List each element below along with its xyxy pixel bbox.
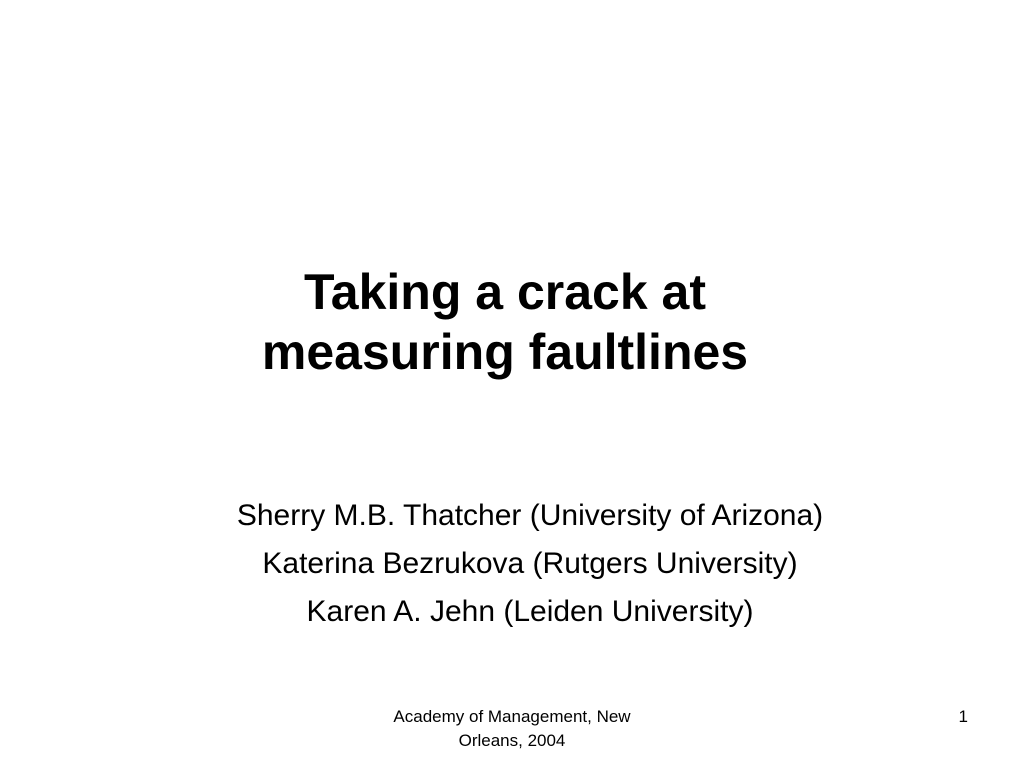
footer-line: Academy of Management, New bbox=[393, 707, 631, 726]
slide-title-line: measuring faultlines bbox=[261, 324, 749, 380]
slide-title-line: Taking a crack at bbox=[303, 264, 707, 320]
slide-number: 1 bbox=[958, 707, 968, 726]
author-line: Karen A. Jehn (Leiden University) bbox=[306, 595, 754, 628]
author-list bbox=[110, 492, 950, 636]
footer-text bbox=[352, 705, 672, 753]
slide-title bbox=[0, 262, 1010, 382]
author-line: Sherry M.B. Thatcher (University of Arizona) bbox=[236, 499, 824, 532]
footer-line: Orleans, 2004 bbox=[458, 731, 566, 750]
author-line: Katerina Bezrukova (Rutgers University) bbox=[262, 547, 798, 580]
